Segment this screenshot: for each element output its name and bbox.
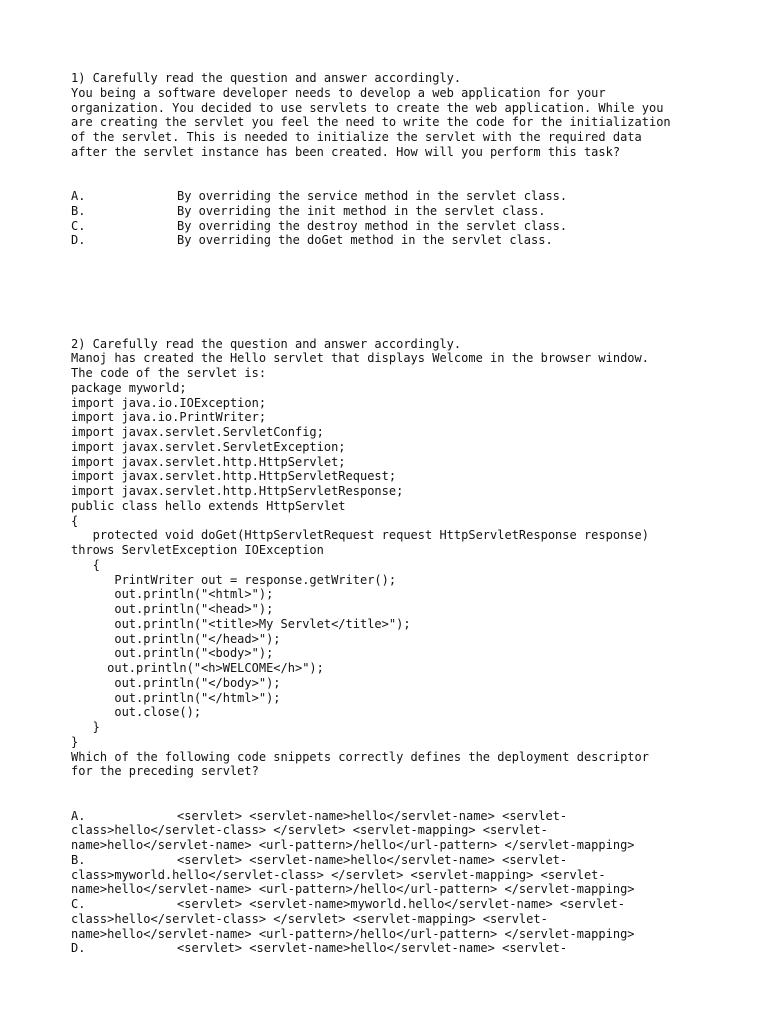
option-a xyxy=(71,809,751,853)
question-2-line: for the preceding servlet? xyxy=(71,764,259,779)
code-line: out.println("</html>"); xyxy=(71,690,281,705)
code-line: { xyxy=(71,513,79,528)
option-text: By overriding the destroy method in the servlet class. xyxy=(177,218,568,233)
code-line: PrintWriter out = response.getWriter(); xyxy=(71,572,397,587)
option-letter: C. xyxy=(71,218,86,233)
option-d xyxy=(71,941,751,956)
option-b xyxy=(71,853,751,897)
option-text: By overriding the doGet method in the servlet class. xyxy=(177,233,553,248)
option-d xyxy=(71,233,751,248)
document-page xyxy=(71,71,751,956)
question-2-line: Which of the following code snippets correctly defines the deployment descriptor xyxy=(71,749,649,764)
code-line: throws ServletException IOException xyxy=(71,543,324,557)
option-text: name>hello</servlet-name> <url-pattern>/hello</url-pattern> </servlet-mapping> xyxy=(71,926,635,941)
option-first-row xyxy=(71,897,751,912)
code-line: out.close(); xyxy=(71,705,202,720)
question-1-line: 1) Carefully read the question and answer accordingly. xyxy=(71,71,462,85)
code-line: { xyxy=(71,557,100,572)
question-2 xyxy=(71,337,751,780)
code-line: } xyxy=(71,720,100,734)
option-letter: A. xyxy=(71,808,86,823)
code-line: out.println("<title>My Servlet</title>"); xyxy=(71,616,411,631)
option-letter: B. xyxy=(71,852,86,867)
code-line: out.println("</head>"); xyxy=(71,631,281,646)
code-line: out.println("<body>"); xyxy=(71,646,274,661)
code-line: package myworld; xyxy=(71,380,187,395)
question-1-line: organization. You decided to use servlets to create the web application. While you xyxy=(71,100,664,115)
question-1-line: You being a software developer needs to develop a web application for your xyxy=(71,85,606,100)
spacer xyxy=(71,779,751,809)
code-line: import javax.servlet.http.HttpServletResponse; xyxy=(71,484,404,498)
question-1 xyxy=(71,71,751,160)
option-a xyxy=(71,189,751,204)
code-line: import javax.servlet.http.HttpServletRequest; xyxy=(71,469,397,484)
option-text: class>hello</servlet-class> </servlet> <servlet-mapping> <servlet- xyxy=(71,823,548,838)
option-letter: D. xyxy=(71,233,86,248)
question-2-line: Manoj has created the Hello servlet that displays Welcome in the browser window. xyxy=(71,351,649,366)
question-2-line: 2) Carefully read the question and answer accordingly. xyxy=(71,336,462,351)
option-b xyxy=(71,204,751,219)
code-line: import javax.servlet.http.HttpServlet; xyxy=(71,454,346,469)
option-text: By overriding the init method in the servlet class. xyxy=(177,203,546,218)
option-c xyxy=(71,897,751,941)
question-2-line: The code of the servlet is: xyxy=(71,366,267,380)
code-line: out.println("<head>"); xyxy=(71,602,274,616)
option-text: By overriding the service method in the servlet class. xyxy=(177,189,568,203)
option-letter: A. xyxy=(71,189,86,203)
option-first-row xyxy=(71,809,751,824)
option-text: <servlet> <servlet-name>hello</servlet-name> <servlet- xyxy=(177,941,568,956)
option-letter: C. xyxy=(71,897,86,911)
spacer xyxy=(71,160,751,190)
code-line: out.println("<html>"); xyxy=(71,587,274,602)
question-1-line: are creating the servlet you feel the need to write the code for the initialization xyxy=(71,115,671,130)
code-line: public class hello extends HttpServlet xyxy=(71,498,346,513)
code-line: protected void doGet(HttpServletRequest request HttpServletResponse response) xyxy=(71,528,649,543)
code-line: } xyxy=(71,734,79,749)
code-line: out.println("<h>WELCOME</h>"); xyxy=(71,661,324,675)
option-first-row xyxy=(71,853,751,868)
question-1-options xyxy=(71,189,751,248)
option-text: name>hello</servlet-name> <url-pattern>/hello</url-pattern> </servlet-mapping> xyxy=(71,838,635,852)
code-line: import java.io.PrintWriter; xyxy=(71,410,267,425)
code-line: import java.io.IOException; xyxy=(71,395,267,410)
code-line: import javax.servlet.ServletConfig; xyxy=(71,425,324,439)
option-text: <servlet> <servlet-name>myworld.hello</servlet-name> <servlet- xyxy=(177,897,625,911)
option-first-row xyxy=(71,941,751,956)
option-text: name>hello</servlet-name> <url-pattern>/hello</url-pattern> </servlet-mapping> xyxy=(71,882,635,897)
option-text: class>hello</servlet-class> </servlet> <servlet-mapping> <servlet- xyxy=(71,911,548,926)
option-letter: B. xyxy=(71,203,86,218)
question-1-line: of the servlet. This is needed to initialize the servlet with the required data xyxy=(71,130,642,144)
option-c xyxy=(71,219,751,234)
option-text: class>myworld.hello</servlet-class> </servlet> <servlet-mapping> <servlet- xyxy=(71,867,606,882)
option-text: <servlet> <servlet-name>hello</servlet-name> <servlet- xyxy=(177,852,568,867)
code-line: out.println("</body>"); xyxy=(71,675,281,690)
option-letter: D. xyxy=(71,941,86,956)
spacer xyxy=(71,248,751,337)
code-line: import javax.servlet.ServletException; xyxy=(71,439,346,454)
question-1-line: after the servlet instance has been created. How will you perform this task? xyxy=(71,144,621,159)
question-2-options xyxy=(71,809,751,957)
option-text: <servlet> <servlet-name>hello</servlet-name> <servlet- xyxy=(177,808,568,823)
